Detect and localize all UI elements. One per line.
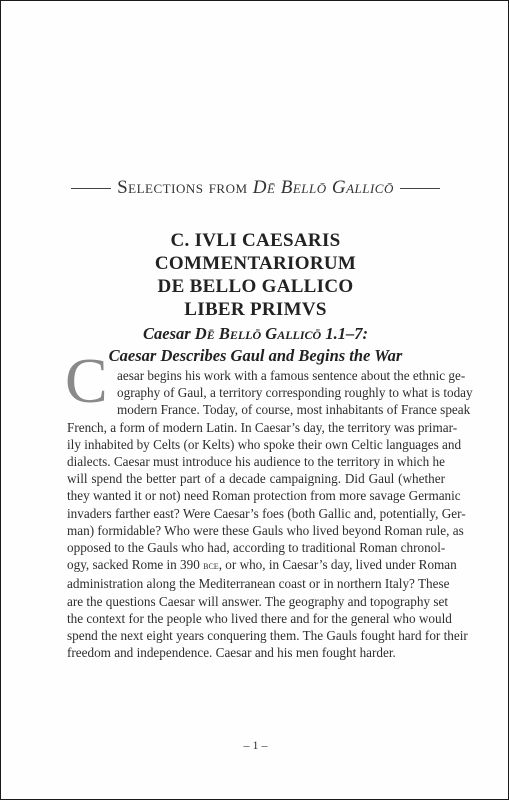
chapter-ref: 1.1–7: [321,324,368,343]
book-title-line-3: DE BELLO GALLICO [157,276,354,297]
body-line-12-head: ogy, sacked Rome in 390 [67,557,204,573]
body-line: modern France. Today, of course, most inhabitants of France speak [117,402,471,418]
body-line: freedom and independence. Caesar and his men fought harder. [67,645,396,661]
body-line: French, a form of modern Latin. In Caesar’s day, the territory was primar- [67,419,458,435]
section-heading [1,177,509,199]
body-line: the context for the people who lived there and for the general who would [67,610,452,626]
body-line: man) formidable? Who were these Gauls who lived beyond Roman rule, as [67,522,464,538]
chapter-heading-line-1 [1,323,509,345]
chapter-author: Caesar [143,324,195,343]
chapter-subtitle: Caesar Describes Gaul and Begins the War [108,346,403,365]
drop-cap: C [65,345,108,416]
heading-rule-right [400,188,440,189]
body-line: spend the next eight years conquering them. The Gauls fought hard for their [67,628,468,644]
chapter-work: Dē Bellō Gallicō [194,324,322,343]
body-line: ography of Gaul, a territory corresponding roughly to what is today [117,385,473,401]
book-title [1,229,509,321]
book-title-line-4: LIBER PRIMVS [184,299,327,320]
book-title-line-1: C. IVLI CAESARIS [170,230,341,251]
body-line: ily inhabited by Celts (or Kelts) who spoke their own Celtic languages and [67,436,462,452]
body-line: are the questions Caesar will answer. The geography and topography set [67,593,448,609]
body-line: invaders farther east? Were Caesar’s foes (both Gallic and, potentially, Ger- [67,505,466,521]
body-line: opposed to the Gauls who had, according to traditional Roman chronol- [67,540,446,556]
body-line: will spend the better part of a decade campaigning. Did Gaul (whether [67,471,445,487]
body-line: dialects. Caesar must introduce his audience to the territory in which he [67,454,445,470]
body-paragraph [67,367,473,661]
book-title-line-2: COMMENTARIORUM [154,253,357,274]
body-line: they wanted it or not) need Roman protection from more savage Germanic [67,488,461,504]
body-line: administration along the Mediterranean coast or in northern Italy? These [67,576,450,592]
heading-rule-left [71,188,111,189]
page-number: – 1 – [243,738,268,752]
era-abbrev: bce [203,560,219,573]
body-line-with-era [67,556,457,575]
body-line-12-tail: , or who, in Caesar’s day, lived under Roman [218,557,457,573]
section-heading-work: Dē Bellō Gallicō [252,177,394,198]
section-heading-prefix: Selections from [117,177,253,198]
body-line: aesar begins his work with a famous sentence about the ethnic ge- [117,368,466,383]
